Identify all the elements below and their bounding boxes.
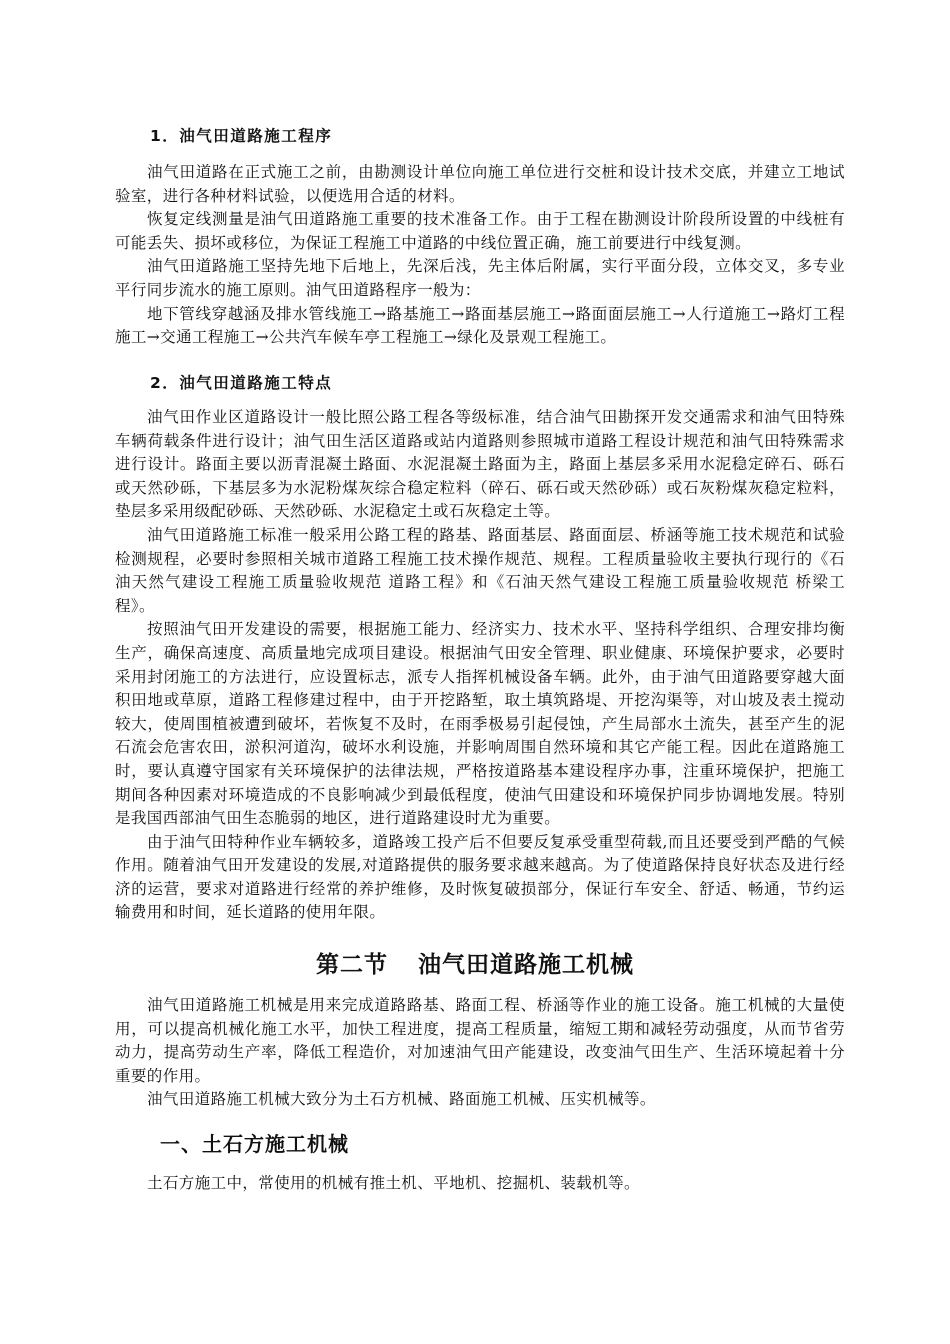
section-title [0,946,950,979]
section-number: 第二节 [316,952,388,978]
paragraph: 油气田道路施工机械是用来完成道路路基、路面工程、桥涵等作业的施工设备。施工机械的大量使用，可以提高机械化施工水平，加快工程进度，提高工程质量，缩短工期和减轻劳动强度，从而节省劳动力，提高劳动生产率，降低工程造价，对加速油气田产能建设，改变油气田生产、生活环境起着十分重要的作用。 [115,996,845,1085]
paragraph: 土石方施工中，常使用的机械有推土机、平地机、挖掘机、装载机等。 [147,1174,640,1192]
paragraph: 地下管线穿越涵及排水管线施工→路基施工→路面基层施工→路面面层施工→人行道施工→路灯工程施工→交通工程施工→公共汽车候车亭工程施工→绿化及景观工程施工。 [115,304,845,347]
paragraph: 恢复定线测量是油气田道路施工重要的技术准备工作。由于工程在勘测设计阶段所设置的中线桩有可能丢失、损坏或移位，为保证工程施工中道路的中线位置正确，施工前要进行中线复测。 [115,210,845,252]
heading-earthwork-machinery: 一、土石方施工机械 [160,1132,349,1156]
construction-features-body [115,406,845,925]
paragraph: 油气田道路在正式施工之前，由勘测设计单位向施工单位进行交桩和设计技术交底，并建立工地试验室，进行各种材料试验，以便选用合适的材料。 [115,163,845,205]
paragraph: 油气田道路施工机械大致分为土石方机械、路面施工机械、压实机械等。 [147,1090,656,1109]
construction-procedure-body [115,161,845,350]
subsection-heading-construction-procedure: 1．油气田道路施工程序 [150,127,333,145]
section-name: 油气田道路施工机械 [418,952,634,978]
subsection-heading-construction-features: 2．油气田道路施工特点 [150,374,333,392]
paragraph: 油气田作业区道路设计一般比照公路工程各等级标准，结合油气田勘探开发交通需求和油气田特殊车辆荷载条件进行设计；油气田生活区道路或站内道路则参照城市道路工程设计规范和油气田特殊需求进行设计。路面主要以沥青混凝土路面、水泥混凝土路面为主，路面上基层多采用水泥稳定碎石、砾石或天然砂砾，下基层多为水泥粉煤灰综合稳定粒料（碎石、砾石或天然砂砾）或石灰粉煤灰稳定粒料，垫层多采用级配砂砾、天然砂砾、水泥稳定土或石灰稳定土等。 [115,408,845,521]
paragraph: 油气田道路施工标准一般采用公路工程的路基、路面基层、路面面层、桥涵等施工技术规范和试验检测规程，必要时参照相关城市道路工程施工技术操作规范、规程。工程质量验收主要执行现行的《石油天然气建设工程施工质量验收规范 道路工程》和《石油天然气建设工程施工质量验收规范 桥梁工程》。 [115,525,845,615]
earthwork-machinery-body [115,1172,845,1196]
paragraph: 按照油气田开发建设的需要，根据施工能力、经济实力、技术水平、坚持科学组织、合理安排均衡生产，确保高速度、高质量地完成项目建设。根据油气田安全管理、职业健康、环境保护要求，必要时采用封闭施工的方法进行，应设置标志，派专人指挥机械设备车辆。此外，由于油气田道路要穿越大面积田地或草原，道路工程修建过程中，由于开挖路堑，取土填筑路堤、开挖沟渠等，对山坡及表土搅动较大，使周围植被遭到破坏，若恢复不及时，在雨季极易引起侵蚀，产生局部水土流失，甚至产生的泥石流会危害农田，淤积河道沟，破坏水利设施，并影响周围自然环境和其它产能工程。因此在道路施工时，要认真遵守国家有关环境保护的法律法规，严格按道路基本建设程序办事，注重环境保护，把施工期间各种因素对环境造成的不良影响减少到最低程度，使油气田建设和环境保护同步协调地发展。特别是我国西部油气田生态脆弱的地区，进行道路建设时尤为重要。 [115,620,845,828]
construction-machinery-intro [115,994,845,1112]
paragraph: 油气田道路施工坚持先地下后地上，先深后浅，先主体后附属，实行平面分段，立体交叉，多专业平行同步流水的施工原则。油气田道路程序一般为： [115,257,845,299]
paragraph: 由于油气田特种作业车辆较多，道路竣工投产后不但要反复承受重型荷载,而且还要受到严酷的气候作用。随着油气田开发建设的发展,对道路提供的服务要求越来越高。为了使道路保持良好状态及进行经济的运营，要求对道路进行经常的养护维修，及时恢复破损部分，保证行车安全、舒适、畅通，节约运输费用和时间，延长道路的使用年限。 [115,832,845,922]
